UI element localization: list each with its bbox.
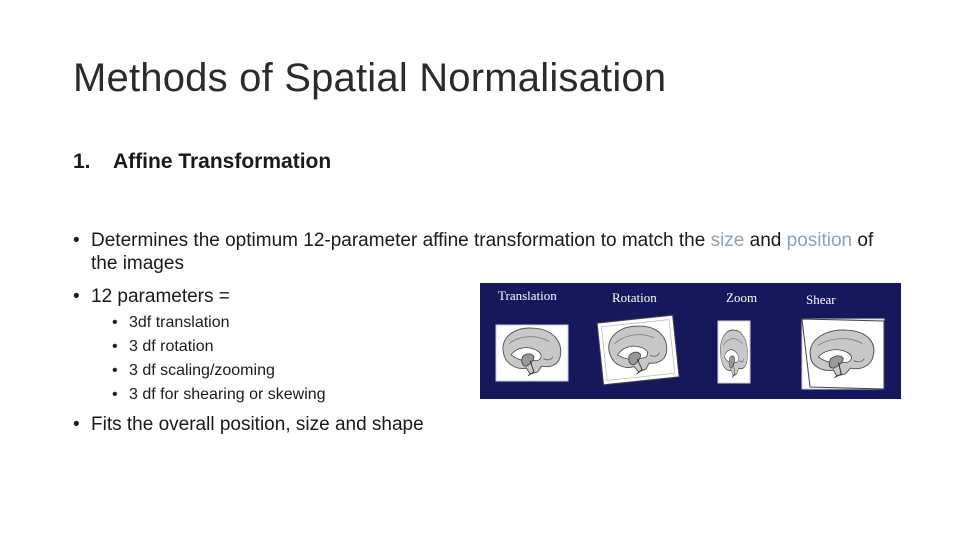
affine-transform-figure: [480, 283, 901, 399]
bullet-glyph: •: [112, 314, 118, 331]
section-heading: [73, 150, 331, 174]
section-heading-text: Affine Transformation: [113, 150, 332, 173]
bullet-text: 12 parameters =: [91, 286, 230, 307]
bullet-text-part: of the images: [91, 230, 874, 274]
figure-label-rotation: Rotation: [612, 290, 657, 305]
bullet-text: [91, 229, 891, 275]
sub-bullet-text: 3 df rotation: [129, 338, 214, 355]
panel-shear: [802, 319, 884, 389]
sub-bullet-text: 3df translation: [129, 314, 230, 331]
bullet-text-part: Determines the optimum 12-parameter affine transformation to match the: [91, 230, 711, 251]
panel-translation: [496, 325, 568, 381]
panel-rotation: [597, 315, 679, 385]
bullet-glyph: •: [73, 414, 80, 435]
bullet-glyph: •: [73, 286, 80, 307]
bullet-glyph: •: [73, 230, 80, 251]
accent-size: size: [710, 230, 745, 251]
figure-panels: [480, 283, 901, 399]
figure-label-translation: Translation: [498, 288, 557, 303]
figure-label-zoom: Zoom: [726, 290, 758, 305]
bullet-text-part: and: [744, 230, 787, 251]
section-number: 1.: [73, 150, 91, 173]
slide-title: Methods of Spatial Normalisation: [73, 56, 667, 100]
sub-bullet-text: 3 df scaling/zooming: [129, 362, 275, 379]
bullet-glyph: •: [112, 338, 118, 355]
bullet-glyph: •: [112, 362, 118, 379]
accent-position: position: [786, 230, 853, 251]
bullet-glyph: •: [112, 386, 118, 403]
panel-zoom: [718, 321, 750, 383]
figure-label-shear: Shear: [806, 292, 836, 307]
sub-bullet-text: 3 df for shearing or skewing: [129, 386, 326, 403]
bullet-text: Fits the overall position, size and shape: [91, 414, 424, 435]
